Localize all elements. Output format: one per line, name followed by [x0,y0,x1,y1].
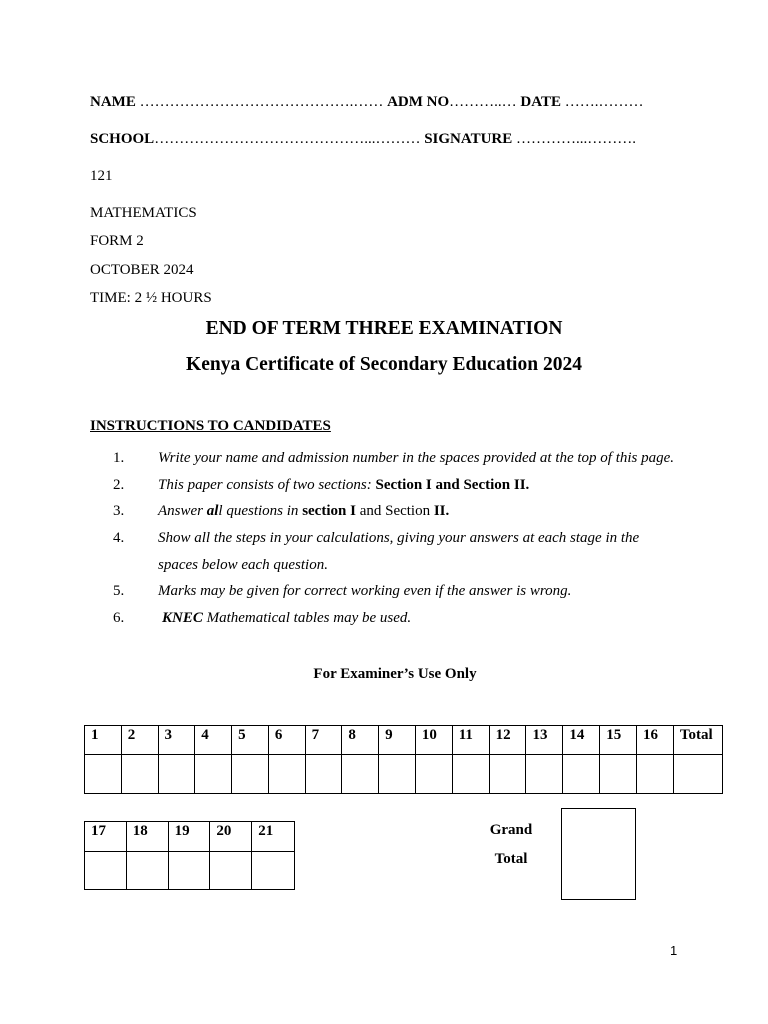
table1-score-cell-7[interactable] [305,755,342,794]
table2-header-18: 18 [126,822,168,852]
table1-header-12: 12 [489,726,526,755]
instruction-number: 5. [113,583,125,599]
instruction-text: Marks may be given for correct working even if the answer is wrong. [158,583,572,599]
section-one-emphasis: section I [302,503,356,519]
table1-score-cell-4[interactable] [195,755,232,794]
all-emphasis: al [206,503,219,519]
table2-score-cell-17[interactable] [85,852,127,890]
name-line [90,94,643,111]
instruction-text-part: This paper consists of two sections: [158,477,376,493]
instruction-text-part: l questions in [218,503,303,519]
table1-score-cell-total[interactable] [673,755,722,794]
instruction-number: 2. [113,477,125,493]
table1-header-8: 8 [342,726,379,755]
table1-score-cell-11[interactable] [452,755,489,794]
table2-score-cell-19[interactable] [168,852,210,890]
score-table-1 [84,725,723,794]
table1-score-cell-15[interactable] [600,755,637,794]
adm-no-label: ADM NO [387,94,450,110]
instruction-text [162,610,411,627]
page-number: 1 [670,943,678,958]
table1-score-cell-12[interactable] [489,755,526,794]
signature-field[interactable]: …………...………. [512,131,637,147]
exam-time: TIME: 2 ½ HOURS [90,290,212,306]
grand-total-box[interactable] [561,808,636,900]
table1-header-1: 1 [85,726,122,755]
table1-header-7: 7 [305,726,342,755]
table1-header-10: 10 [415,726,452,755]
score-table-2 [84,821,295,890]
exam-date: OCTOBER 2024 [90,262,194,278]
table2-header-17: 17 [85,822,127,852]
paper-code: 121 [90,168,113,184]
grand-total-label-2: Total [494,851,528,867]
table1-score-cell-14[interactable] [563,755,600,794]
exam-title: END OF TERM THREE EXAMINATION [205,318,563,339]
exam-subtitle: Kenya Certificate of Secondary Education 2024 [186,354,582,375]
table1-score-cell-6[interactable] [268,755,305,794]
table1-header-total: Total [673,726,722,755]
instruction-text: Write your name and admission number in the spaces provided at the top of this page. [158,450,675,466]
signature-label: SIGNATURE [424,131,513,147]
table1-header-3: 3 [158,726,195,755]
school-label: SCHOOL [90,131,155,147]
school-line [90,131,636,148]
table1-header-13: 13 [526,726,563,755]
table1-score-cell-13[interactable] [526,755,563,794]
table1-header-14: 14 [563,726,600,755]
sections-emphasis: Section I and Section II. [375,477,530,493]
date-label: DATE [520,94,561,110]
table1-score-cell-10[interactable] [415,755,452,794]
instruction-number: 4. [113,530,125,546]
subject: MATHEMATICS [90,205,197,221]
table2-score-cell-18[interactable] [126,852,168,890]
adm-no-field[interactable]: ………..… [449,94,521,110]
section-two-emphasis: II. [433,503,450,519]
table2-header-19: 19 [168,822,210,852]
instruction-text: Show all the steps in your calculations, giving your answers at each stage in the [158,530,640,546]
table1-header-16: 16 [637,726,674,755]
instruction-text-continued: spaces below each question. [158,557,328,573]
table1-header-2: 2 [121,726,158,755]
instruction-text [158,503,449,520]
table1-score-cell-5[interactable] [232,755,269,794]
instruction-number: 3. [113,503,125,519]
instruction-text [158,477,529,494]
table2-header-20: 20 [210,822,252,852]
table1-header-6: 6 [268,726,305,755]
table1-header-4: 4 [195,726,232,755]
table2-header-21: 21 [252,822,295,852]
instruction-text-part: Mathematical tables may be used. [202,610,412,626]
instruction-text-part: Answer [158,503,207,519]
name-field[interactable]: …………………………………….…… [135,94,388,110]
table1-score-cell-16[interactable] [637,755,674,794]
table1-header-5: 5 [232,726,269,755]
instructions-heading: INSTRUCTIONS TO CANDIDATES [90,418,331,434]
date-field[interactable]: …….……… [560,94,644,110]
table1-score-cell-9[interactable] [379,755,416,794]
table1-score-cell-2[interactable] [121,755,158,794]
knec-emphasis: KNEC [162,610,203,626]
table1-score-cell-3[interactable] [158,755,195,794]
instruction-text-part: and Section [355,503,434,519]
form-level: FORM 2 [90,233,144,249]
name-label: NAME [90,94,136,110]
table2-score-cell-21[interactable] [252,852,295,890]
grand-total-label: Grand [489,822,533,838]
table1-header-15: 15 [600,726,637,755]
instruction-number: 6. [113,610,125,626]
school-field[interactable]: ……………………………………...……… [154,131,425,147]
table1-header-11: 11 [452,726,489,755]
instruction-number: 1. [113,450,125,466]
examiner-heading: For Examiner’s Use Only [313,666,477,682]
table1-score-cell-8[interactable] [342,755,379,794]
table1-header-9: 9 [379,726,416,755]
table2-score-cell-20[interactable] [210,852,252,890]
table1-score-cell-1[interactable] [85,755,122,794]
